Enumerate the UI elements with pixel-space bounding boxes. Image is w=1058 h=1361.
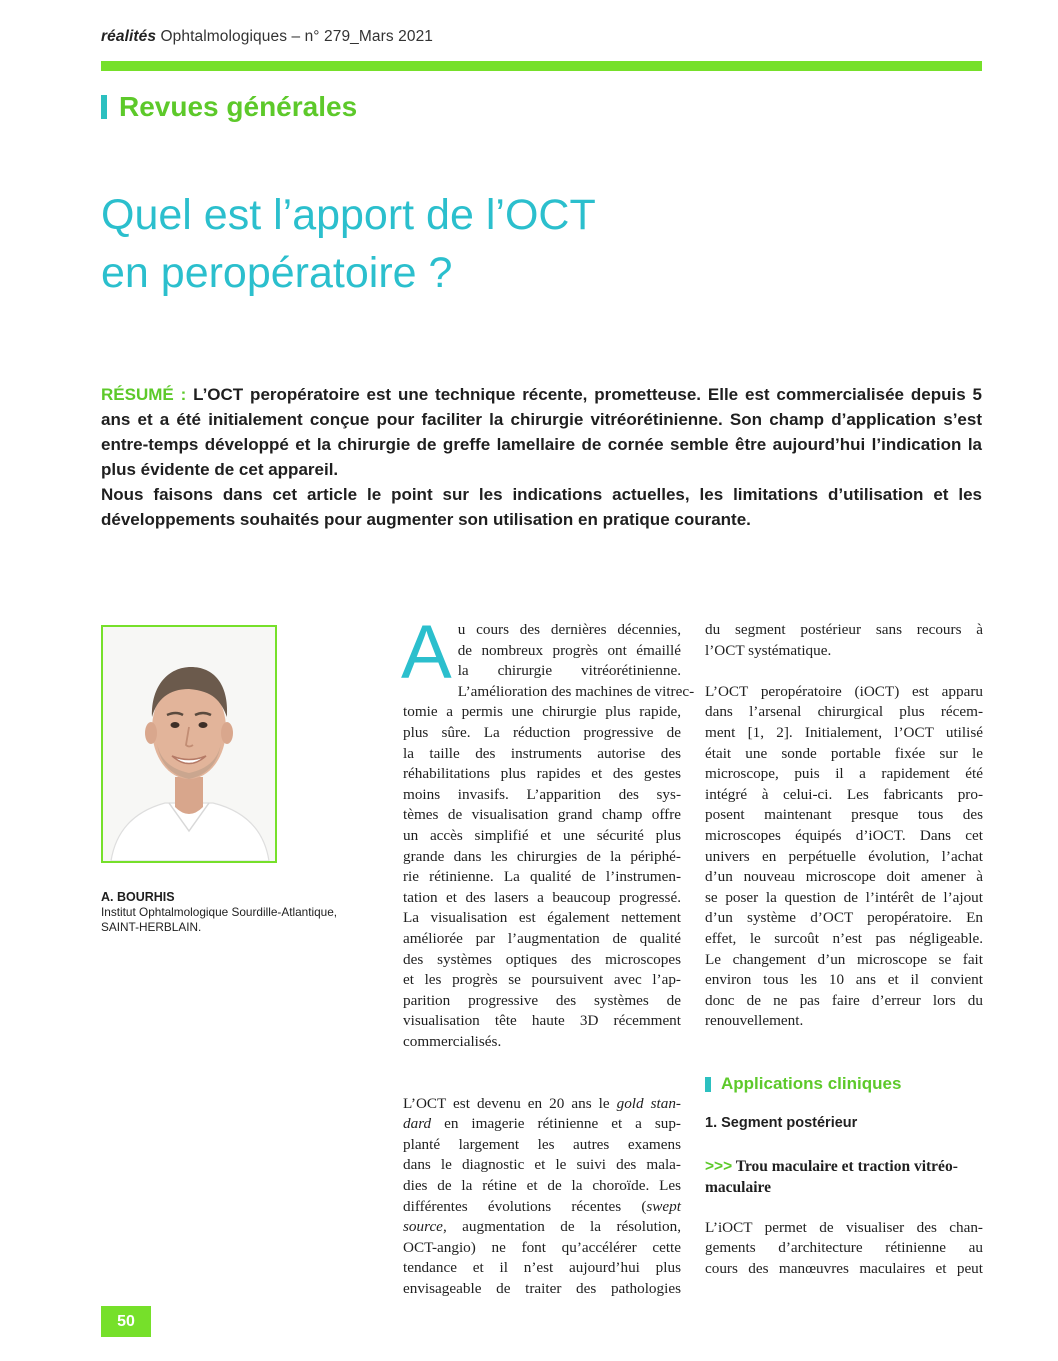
body-line: cours des manœuvres maculaires et peut xyxy=(705,1259,983,1277)
body-line: L’amélioration des machines de vitrec- xyxy=(457,682,695,700)
body-column-1 xyxy=(401,610,695,1300)
italic-text: swept xyxy=(646,1197,681,1215)
paragraph-gap xyxy=(403,1073,681,1094)
abstract-text-1: L’OCT peropératoire est une technique récente, prometteuse. Elle est commercialisée depuis 5 ans et a été initialement conçue pour faciliter la chirurgie vitréorétinienne. Son champ d’application s’est entre-temps développé et la chirurgie de greffe lamellaire de cornée semble être aujourd’hui l’indication la plus évidente de cet appareil. xyxy=(101,385,982,479)
paragraph-gap xyxy=(705,1134,983,1156)
body-paragraph xyxy=(403,1094,681,1300)
body-text: en imagerie rétinienne et a sup- xyxy=(431,1115,681,1133)
body-line: L’iOCT permet de visualiser des chan- xyxy=(705,1218,983,1236)
body-line: et les progrès se poursuivent avec l’ap- xyxy=(403,971,681,989)
body-line: u cours des dernières décennies, xyxy=(457,621,681,638)
body-line: la taille des instruments autorise des xyxy=(403,744,681,762)
author-name: A. BOURHIS xyxy=(101,890,175,904)
body-line: améliorée par l’augmentation de qualité xyxy=(403,929,681,947)
author-affiliation-2: SAINT-HERBLAIN. xyxy=(101,920,202,934)
heading-segment: 1. Segment postérieur xyxy=(705,1115,858,1132)
body-line xyxy=(403,1114,681,1135)
body-line: rie rétinienne. La qualité de l’instrumen- xyxy=(403,868,681,886)
body-line: intégré à celui-ci. Les fabricants pro- xyxy=(705,785,983,803)
body-line xyxy=(403,1094,681,1115)
body-line: Le changement d’un microscope se fait xyxy=(705,950,983,968)
body-line: microscope, puis il a rapidement été xyxy=(705,765,983,783)
body-line: de nombreux progrès ont émaillé xyxy=(457,641,681,659)
subheading-text: Trou maculaire et traction vitréo- xyxy=(732,1157,958,1175)
body-column-2 xyxy=(705,620,983,1279)
body-paragraph xyxy=(705,620,983,661)
body-line: parition progressive des systèmes de xyxy=(403,991,681,1009)
article-title xyxy=(101,186,981,302)
italic-text: gold stan- xyxy=(616,1094,681,1112)
abstract xyxy=(101,382,982,532)
body-line: planté largement les autres examens xyxy=(403,1135,681,1153)
body-line: grande dans les chirurgies de la périphé- xyxy=(403,847,681,865)
body-line: microscopes équipés d’iOCT. Dans cet xyxy=(705,826,983,844)
body-line: d’un système d’OCT peropératoire. En xyxy=(705,909,983,927)
body-line: posent maintenant presque tous des xyxy=(705,806,983,824)
title-line-1: Quel est l’apport de l’OCT xyxy=(101,191,596,239)
journal-brand: réalités xyxy=(101,28,157,45)
italic-text: dard xyxy=(403,1115,432,1133)
body-line: se poser la question de l’intérêt de l’ajout xyxy=(705,888,983,906)
heading-applications xyxy=(705,1073,983,1095)
author-photo xyxy=(101,625,277,863)
body-line: du segment postérieur sans recours à xyxy=(705,621,983,638)
heading-text: Applications cliniques xyxy=(721,1073,902,1093)
body-line xyxy=(403,1197,681,1218)
body-line: moins invasifs. L’apparition des sys- xyxy=(403,785,681,803)
arrows-icon: >>> xyxy=(705,1157,733,1175)
body-text: , augmentation de la résolution, xyxy=(442,1218,681,1236)
body-line: tèmes de visualisation grand champ offre xyxy=(403,806,681,824)
paragraph-gap xyxy=(705,1052,983,1073)
heading-marker-icon xyxy=(705,1077,711,1092)
body-text: différentes évolutions récentes ( xyxy=(403,1197,647,1215)
body-line: dans l’arsenal chirurgical plus récem- xyxy=(705,703,983,721)
running-header xyxy=(101,28,433,46)
body-line: La visualisation est également nettement xyxy=(403,909,681,927)
body-text: L’OCT est devenu en 20 ans le xyxy=(403,1094,617,1112)
body-line: L’OCT peropératoire (iOCT) est apparu xyxy=(705,682,983,700)
page-number: 50 xyxy=(101,1306,151,1337)
body-line: tendance et il n’est aujourd’hui plus xyxy=(403,1259,681,1277)
author-portrait-icon xyxy=(103,627,275,861)
header-rule xyxy=(101,61,982,71)
body-line: ment [1, 2]. Initialement, l’OCT utilisé xyxy=(705,723,983,741)
body-line: visualisation tête haute 3D récemment xyxy=(403,1012,681,1030)
paragraph-gap xyxy=(705,1095,983,1113)
section-label: Revues générales xyxy=(119,91,358,122)
body-line: effet, le surcoût n’est pas négligeable. xyxy=(705,929,983,947)
body-line: la chirurgie vitréorétinienne. xyxy=(457,662,681,680)
subheading-trou-maculaire xyxy=(705,1156,983,1198)
subheading-text: maculaire xyxy=(705,1178,772,1196)
paragraph-gap xyxy=(403,1052,681,1073)
paragraph-gap xyxy=(705,1032,983,1053)
body-line: plus sûre. La réduction progressive de xyxy=(403,723,681,741)
body-line: réhabilitations plus rapides et des gestes xyxy=(403,765,681,783)
body-line: tomie a permis une chirurgie plus rapide, xyxy=(403,703,681,721)
abstract-paragraph-1 xyxy=(101,382,982,482)
body-line: dies de la rétine et de la choroïde. Les xyxy=(403,1177,681,1195)
body-line: envisageable de traiter des pathologies xyxy=(403,1280,681,1297)
body-line: tation et des lasers a beaucoup progressé. xyxy=(403,888,681,906)
journal-issue: Ophtalmologiques – n° 279_Mars 2021 xyxy=(156,28,434,45)
author-affiliation-1: Institut Ophtalmologique Sourdille-Atlantique, xyxy=(101,905,338,919)
author-block xyxy=(101,889,361,935)
abstract-paragraph-2: Nous faisons dans cet article le point sur les indications actuelles, les limitations d’utilisation et les développements souhaités pour augmenter son utilisation en pratique courante. xyxy=(101,485,982,529)
body-paragraph xyxy=(705,682,983,1032)
paragraph-gap xyxy=(705,1198,983,1218)
body-line: donc de ne pas faire d’erreur lors du xyxy=(705,991,983,1009)
body-line: d’un nouveau microscope doit amener à xyxy=(705,868,983,886)
section-heading xyxy=(101,89,357,125)
drop-cap: A xyxy=(401,610,452,695)
body-line: l’OCT systématique. xyxy=(705,641,832,659)
body-line: environ tous les 10 ans et il convient xyxy=(705,971,983,989)
paragraph-gap xyxy=(705,661,983,682)
body-paragraph xyxy=(705,1218,983,1280)
section-marker-icon xyxy=(101,95,107,119)
abstract-label: RÉSUMÉ : xyxy=(101,385,187,404)
title-line-2: en peropératoire ? xyxy=(101,249,453,297)
body-line: un accès simplifié et une sécurité plus xyxy=(403,826,681,844)
body-line: renouvellement. xyxy=(705,1012,804,1030)
body-line: OCT-angio) ne font qu’accélérer cette xyxy=(403,1238,681,1256)
italic-text: source xyxy=(403,1218,443,1236)
body-line: univers en perpétuelle évolution, l’achat xyxy=(705,847,983,865)
body-line: commercialisés. xyxy=(403,1032,502,1050)
body-line: gements d’architecture rétinienne au xyxy=(705,1239,983,1257)
body-line xyxy=(403,1217,681,1238)
body-line: dans le diagnostic et le suivi des mala- xyxy=(403,1156,681,1174)
body-line: des systèmes optiques des microscopes xyxy=(403,950,681,968)
body-line: était une sonde portable fixée sur le xyxy=(705,744,983,762)
